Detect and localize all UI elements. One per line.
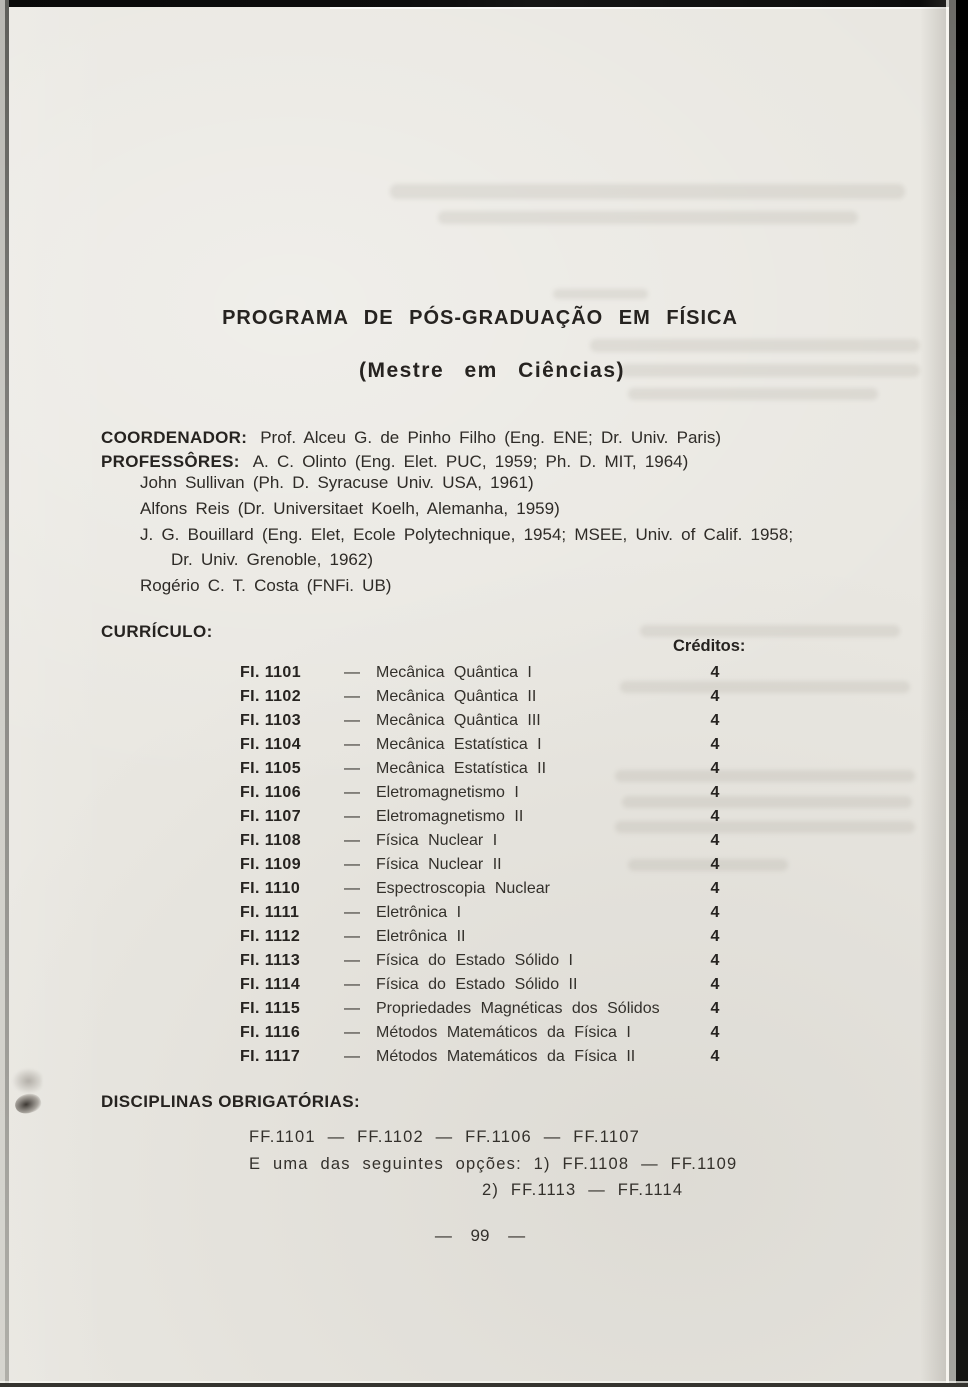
course-credits: 4	[710, 904, 720, 921]
course-row	[240, 805, 732, 829]
course-credits: 4	[710, 856, 720, 873]
course-separator: —	[344, 1024, 360, 1041]
course-separator: —	[344, 904, 360, 921]
course-code: FI. 1116	[240, 1024, 301, 1041]
course-code: FI. 1109	[240, 856, 302, 873]
professor-line: Alfons Reis (Dr. Universitaet Koelh, Alemanha, 1959)	[140, 498, 560, 518]
course-separator: —	[344, 688, 360, 705]
bleed-through-artifact	[438, 211, 858, 224]
course-name: Eletrônica II	[376, 928, 466, 945]
course-credits: 4	[710, 976, 720, 993]
course-credits: 4	[710, 808, 720, 825]
course-code: FI. 1110	[240, 880, 301, 897]
course-name: Física do Estado Sólido I	[376, 952, 573, 969]
course-credits: 4	[710, 736, 720, 753]
course-separator: —	[344, 1048, 360, 1065]
course-separator: —	[344, 976, 360, 993]
mandatory-courses-heading: DISCIPLINAS OBRIGATÓRIAS:	[101, 1092, 361, 1111]
course-credits: 4	[710, 1024, 720, 1041]
course-code: FI. 1107	[240, 808, 302, 825]
professor-line: Dr. Univ. Grenoble, 1962)	[171, 550, 373, 570]
course-credits: 4	[710, 880, 720, 897]
course-code: FI. 1115	[240, 1000, 301, 1017]
course-credits: 4	[710, 688, 720, 705]
mandatory-options-line-1: E uma das seguintes opções: 1) FF.1108 — FF.1109	[249, 1155, 738, 1173]
scan-bottom-edge	[0, 1383, 968, 1387]
scan-right-edge	[956, 0, 968, 1387]
course-credits: 4	[710, 1000, 720, 1017]
course-name: Espectroscopia Nuclear	[376, 880, 550, 897]
bleed-through-artifact	[640, 625, 900, 637]
coordinator-label: COORDENADOR:	[101, 428, 248, 447]
ink-smudge	[12, 1068, 42, 1094]
course-separator: —	[344, 664, 360, 681]
course-row	[240, 1021, 732, 1045]
course-credits: 4	[710, 832, 720, 849]
mandatory-courses-line: FF.1101 — FF.1102 — FF.1106 — FF.1107	[249, 1128, 640, 1146]
course-separator: —	[344, 1000, 360, 1017]
course-name: Mecânica Estatística II	[376, 760, 547, 777]
ink-smudge	[13, 1090, 44, 1116]
course-name: Eletrônica I	[376, 904, 462, 921]
course-row	[240, 829, 732, 853]
course-code: FI. 1112	[240, 928, 301, 945]
course-row	[240, 781, 732, 805]
course-code: FI. 1101	[240, 664, 302, 681]
professor-line: John Sullivan (Ph. D. Syracuse Univ. USA, 1961)	[140, 473, 534, 492]
bleed-through-artifact	[628, 388, 878, 400]
course-name: Propriedades Magnéticas dos Sólidos	[376, 1000, 660, 1017]
course-separator: —	[344, 760, 360, 777]
course-separator: —	[344, 808, 360, 825]
scan-top-highlight	[330, 7, 950, 9]
course-separator: —	[344, 928, 360, 945]
mandatory-options-line-2: 2) FF.1113 — FF.1114	[482, 1181, 684, 1199]
course-separator: —	[344, 736, 360, 753]
course-credits: 4	[710, 712, 720, 729]
professor-line: J. G. Bouillard (Eng. Elet, Ecole Polytechnique, 1954; MSEE, Univ. of Calif. 1958;	[140, 524, 794, 544]
coordinator-line	[101, 428, 721, 448]
professors-first-value: A. C. Olinto (Eng. Elet. PUC, 1959; Ph. D. MIT, 1964)	[252, 452, 689, 471]
course-row	[240, 925, 732, 949]
course-separator: —	[344, 952, 360, 969]
course-code: FI. 1106	[240, 784, 302, 801]
course-row	[240, 853, 732, 877]
course-row	[240, 685, 732, 709]
course-credits: 4	[710, 1048, 720, 1065]
coordinator-value: Prof. Alceu G. de Pinho Filho (Eng. ENE; Dr. Univ. Paris)	[260, 428, 722, 447]
professors-line	[101, 452, 688, 472]
course-name: Física Nuclear II	[376, 856, 502, 873]
page-subtitle: (Mestre em Ciências)	[358, 359, 626, 382]
course-name: Métodos Matemáticos da Física II	[376, 1048, 636, 1065]
scan-top-edge	[0, 0, 968, 7]
course-code: FI. 1103	[240, 712, 302, 729]
course-credits: 4	[710, 664, 720, 681]
page-number: — 99 —	[434, 1226, 526, 1245]
course-code: FI. 1117	[240, 1048, 301, 1065]
professors-list	[140, 470, 793, 599]
bleed-through-artifact	[553, 289, 648, 299]
course-row	[240, 1045, 732, 1069]
course-row	[240, 901, 732, 925]
course-code: FI. 1102	[240, 688, 302, 705]
course-credits: 4	[710, 760, 720, 777]
curriculum-heading: CURRÍCULO:	[101, 622, 213, 641]
course-name: Eletromagnetismo II	[376, 808, 524, 825]
course-name: Física do Estado Sólido II	[376, 976, 578, 993]
page-title: PROGRAMA DE PÓS-GRADUAÇÃO EM FÍSICA	[222, 307, 738, 329]
course-name: Mecânica Quântica II	[376, 688, 537, 705]
course-row	[240, 709, 732, 733]
course-separator: —	[344, 856, 360, 873]
course-name: Métodos Matemáticos da Física I	[376, 1024, 631, 1041]
credits-column-header: Créditos:	[673, 637, 746, 655]
course-credits: 4	[710, 784, 720, 801]
course-credits: 4	[710, 952, 720, 969]
course-credits: 4	[710, 928, 720, 945]
course-code: FI. 1105	[240, 760, 302, 777]
course-code: FI. 1113	[240, 952, 301, 969]
course-code: FI. 1114	[240, 976, 301, 993]
course-name: Mecânica Quântica III	[376, 712, 541, 729]
course-row	[240, 949, 732, 973]
course-code: FI. 1104	[240, 736, 302, 753]
course-row	[240, 877, 732, 901]
course-row	[240, 757, 732, 781]
scan-right-edge-gray	[949, 0, 956, 1387]
course-separator: —	[344, 784, 360, 801]
course-row	[240, 973, 732, 997]
course-row	[240, 733, 732, 757]
course-code: FI. 1111	[240, 904, 300, 921]
bleed-through-artifact	[590, 339, 920, 352]
course-separator: —	[344, 832, 360, 849]
course-name: Física Nuclear I	[376, 832, 498, 849]
bleed-through-artifact	[390, 184, 905, 199]
course-name: Mecânica Estatística I	[376, 736, 542, 753]
course-code: FI. 1108	[240, 832, 302, 849]
course-separator: —	[344, 880, 360, 897]
professors-label: PROFESSÔRES:	[101, 452, 240, 471]
course-separator: —	[344, 712, 360, 729]
course-list	[240, 661, 732, 1069]
page-curl-shadow	[920, 0, 946, 1387]
course-name: Mecânica Quântica I	[376, 664, 532, 681]
scan-left-edge-line	[5, 0, 9, 1387]
course-row	[240, 997, 732, 1021]
course-row	[240, 661, 732, 685]
professor-line: Rogério C. T. Costa (FNFi. UB)	[140, 576, 392, 596]
course-name: Eletromagnetismo I	[376, 784, 519, 801]
